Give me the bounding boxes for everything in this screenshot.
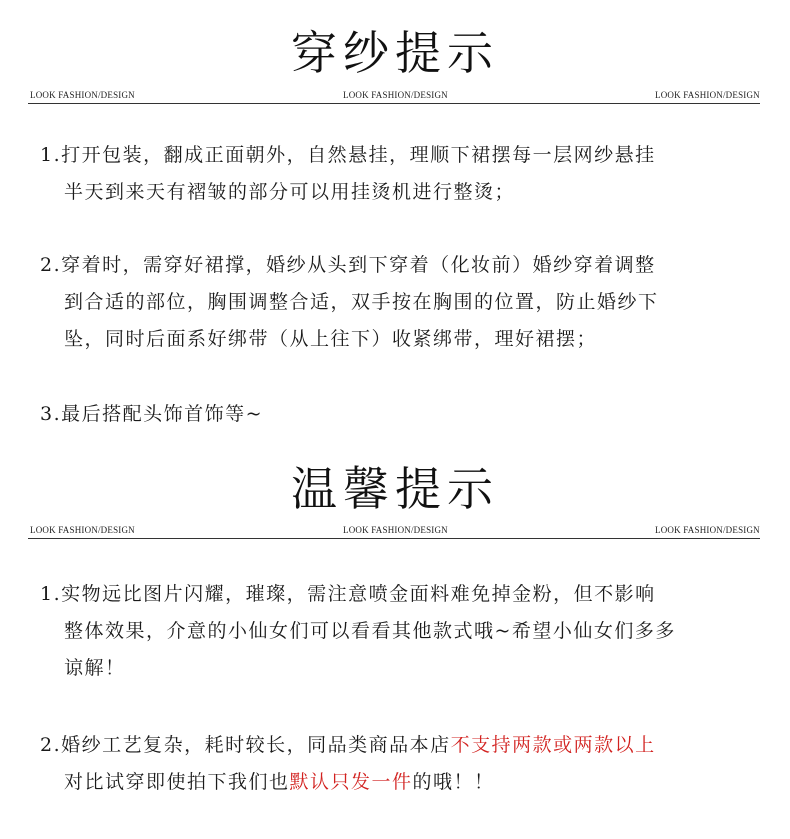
tagline-left: LOOK FASHION/DESIGN bbox=[30, 525, 135, 535]
tagline-left: LOOK FASHION/DESIGN bbox=[30, 90, 135, 100]
divider-line bbox=[28, 538, 760, 539]
reminder-line: 1.实物远比图片闪耀，璀璨，需注意喷金面料难免掉金粉，但不影响 bbox=[40, 583, 656, 605]
wearing-tip-1 bbox=[40, 137, 765, 211]
reminder-1 bbox=[40, 576, 765, 687]
tip-line: 坠，同时后面系好绑带（从上往下）收紧绑带，理好裙摆； bbox=[64, 328, 598, 350]
wearing-tip-3 bbox=[40, 396, 765, 433]
tip-line: 到合适的部位，胸围调整合适，双手按在胸围的位置，防止婚纱下 bbox=[64, 291, 659, 313]
reminder-text: 2.婚纱工艺复杂，耗时较长，同品类商品本店 bbox=[40, 734, 451, 756]
tagline-center: LOOK FASHION/DESIGN bbox=[343, 90, 448, 100]
section-title-kind-reminder: 温馨提示 bbox=[291, 462, 499, 516]
reminder-2 bbox=[40, 727, 765, 801]
section-title-wearing-tips: 穿纱提示 bbox=[291, 26, 499, 80]
tagline-right: LOOK FASHION/DESIGN bbox=[655, 525, 760, 535]
tagline-center: LOOK FASHION/DESIGN bbox=[343, 525, 448, 535]
tip-line: 半天到来天有褶皱的部分可以用挂烫机进行整烫； bbox=[64, 181, 516, 203]
divider-line bbox=[28, 103, 760, 104]
tagline-right: LOOK FASHION/DESIGN bbox=[655, 90, 760, 100]
reminder-line bbox=[40, 727, 765, 764]
reminder-text: 的哦！！ bbox=[412, 771, 495, 793]
reminder-line bbox=[40, 764, 765, 801]
tip-line: 1.打开包装，翻成正面朝外，自然悬挂，理顺下裙摆每一层网纱悬挂 bbox=[40, 144, 656, 166]
wearing-tip-2 bbox=[40, 247, 765, 358]
highlight-text: 不支持两款或两款以上 bbox=[450, 734, 656, 756]
highlight-text: 默认只发一件 bbox=[289, 771, 413, 793]
reminder-line: 谅解！ bbox=[64, 657, 126, 679]
reminder-line: 整体效果，介意的小仙女们可以看看其他款式哦~希望小仙女们多多 bbox=[64, 620, 676, 642]
tip-line: 3.最后搭配头饰首饰等~ bbox=[40, 403, 264, 425]
tip-line: 2.穿着时，需穿好裙撑，婚纱从头到下穿着（化妆前）婚纱穿着调整 bbox=[40, 254, 656, 276]
reminder-text: 对比试穿即使拍下我们也 bbox=[64, 771, 290, 793]
